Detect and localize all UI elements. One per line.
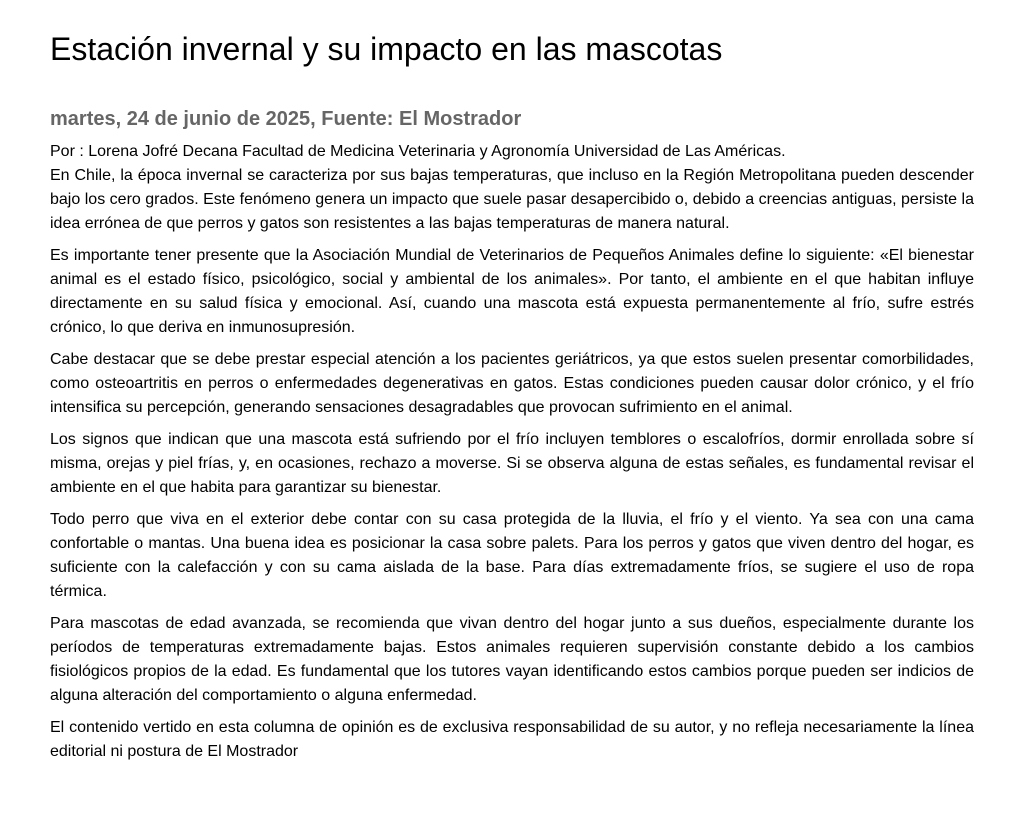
article-byline: Por : Lorena Jofré Decana Facultad de Medicina Veterinaria y Agronomía Universidad de Las Américas. xyxy=(50,143,786,160)
article-paragraph: Es importante tener presente que la Asociación Mundial de Veterinarios de Pequeños Animales define lo siguiente: «El bienestar animal es el estado físico, psicológico, social y ambiental de los animales». Por tanto, el ambiente en el que habitan influye directamente en su salud física y emocional. Así, cuando una mascota está expuesta permanentemente al frío, sufre estrés crónico, lo que deriva en inmunosupresión. xyxy=(50,247,974,336)
article-dateline: martes, 24 de junio de 2025, Fuente: El Mostrador xyxy=(50,108,522,130)
article-paragraph: Para mascotas de edad avanzada, se recomienda que vivan dentro del hogar junto a sus dueños, especialmente durante los períodos de temperaturas extremadamente bajas. Estos animales requieren supervisión constante debido a los cambios fisiológicos propios de la edad. Es fundamental que los tutores vayan identificando estos cambios porque pueden ser indicios de alguna alteración del comportamiento o alguna enfermedad. xyxy=(50,615,974,704)
article-paragraph: Cabe destacar que se debe prestar especial atención a los pacientes geriátricos, ya que estos suelen presentar comorbilidades, como osteoartritis en perros o enfermedades degenerativas en gatos. Estas condiciones pueden causar dolor crónico, y el frío intensifica su percepción, generando sensaciones desagradables que provocan sufrimiento en el animal. xyxy=(50,351,974,416)
article-paragraph: Los signos que indican que una mascota está sufriendo por el frío incluyen temblores o escalofríos, dormir enrollada sobre sí misma, orejas y piel frías, y, en ocasiones, rechazo a moverse. Si se observa alguna de estas señales, es fundamental revisar el ambiente en el que habita para garantizar su bienestar. xyxy=(50,431,974,496)
article-paragraph: En Chile, la época invernal se caracteriza por sus bajas temperaturas, que incluso en la Región Metropolitana pueden descender bajo los cero grados. Este fenómeno genera un impacto que suele pasar desapercibido o, debido a creencias antiguas, persiste la idea errónea de que perros y gatos son resistentes a las bajas temperaturas de manera natural. xyxy=(50,167,974,232)
article-paragraph: Todo perro que viva en el exterior debe contar con su casa protegida de la lluvia, el frío y el viento. Ya sea con una cama confortable o mantas. Una buena idea es posicionar la casa sobre palets. Para los perros y gatos que viven dentro del hogar, es suficiente con la calefacción y con su cama aislada de la base. Para días extremadamente fríos, se sugiere el uso de ropa térmica. xyxy=(50,511,974,600)
article-body xyxy=(50,140,974,764)
article-disclaimer: El contenido vertido en esta columna de opinión es de exclusiva responsabilidad de su autor, y no refleja necesariamente la línea editorial ni postura de El Mostrador xyxy=(50,719,974,760)
article-title: Estación invernal y su impacto en las mascotas xyxy=(50,31,723,67)
